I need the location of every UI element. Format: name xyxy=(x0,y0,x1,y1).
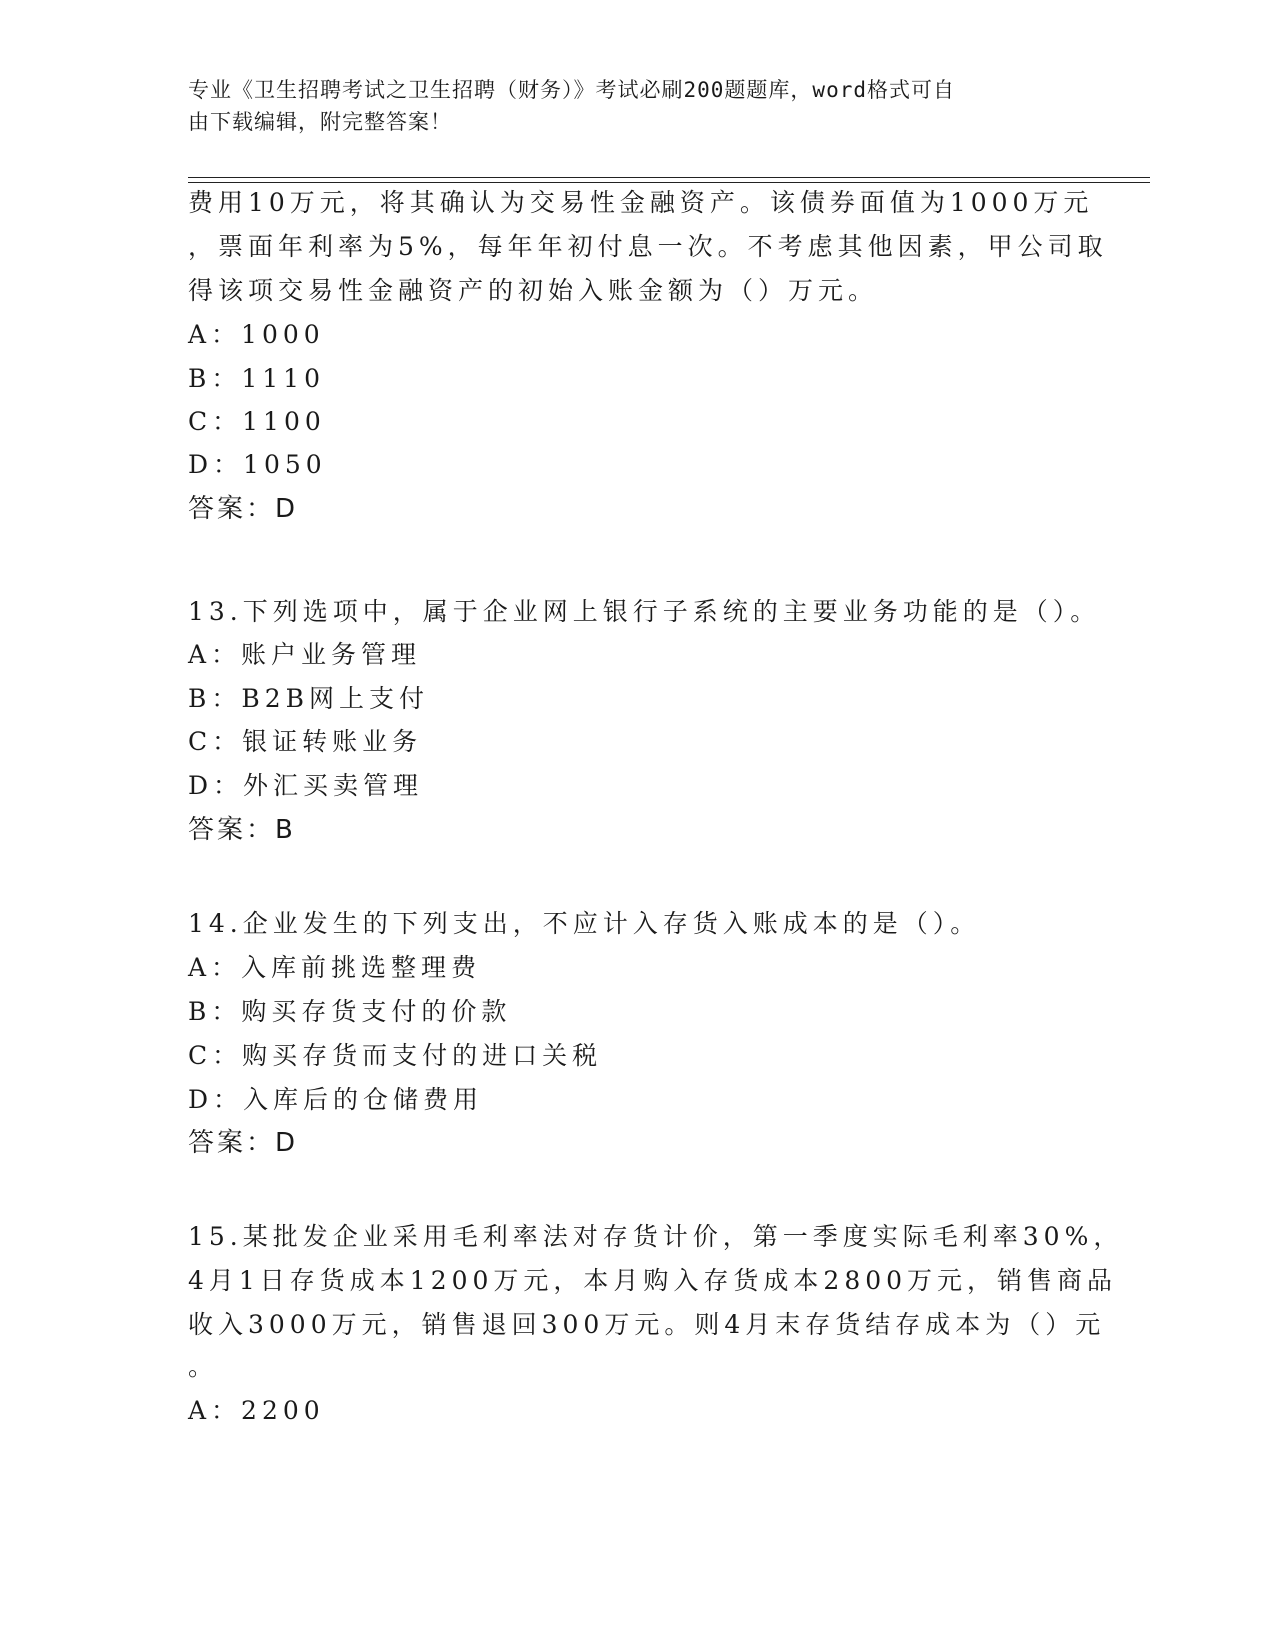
question-14-stem: 14.企业发生的下列支出，不应计入存货入账成本的是（）。 xyxy=(188,909,981,938)
header-line-1: 专业《卫生招聘考试之卫生招聘（财务）》考试必刷200题题库，word格式可自 xyxy=(188,78,955,102)
question-14-option-a: A：入库前挑选整理费 xyxy=(188,953,482,982)
question-13-stem: 13.下列选项中，属于企业网上银行子系统的主要业务功能的是（）。 xyxy=(188,597,1101,626)
header-divider-bottom xyxy=(188,182,1150,183)
question-14-option-c: C：购买存货而支付的进口关税 xyxy=(188,1041,603,1070)
question-15-stem-line-2: 4月1日存货成本1200万元，本月购入存货成本2800万元，销售商品 xyxy=(188,1266,1118,1295)
question-15-stem-line-3: 收入3000万元，销售退回300万元。则4月末存货结存成本为（）元 xyxy=(188,1310,1106,1339)
question-13-option-d: D：外汇买卖管理 xyxy=(188,771,424,800)
question-13-answer: 答案：B xyxy=(188,815,296,845)
question-15-stem-line-1: 15.某批发企业采用毛利率法对存货计价，第一季度实际毛利率30%， xyxy=(188,1222,1124,1251)
question-15-option-a: A：2200 xyxy=(188,1396,325,1425)
document-header xyxy=(188,74,1088,138)
question-12-option-d: D：1050 xyxy=(188,450,327,479)
question-13-option-b: B：B2B网上支付 xyxy=(188,684,430,713)
question-12-stem-line-3: 得该项交易性金融资产的初始入账金额为（）万元。 xyxy=(188,276,879,305)
question-12-answer: 答案：D xyxy=(188,494,299,524)
header-line-2: 由下载编辑，附完整答案！ xyxy=(188,110,452,134)
question-14-option-d: D：入库后的仓储费用 xyxy=(188,1085,484,1114)
question-12-option-b: B：1110 xyxy=(188,364,325,393)
question-14-option-b: B：购买存货支付的价款 xyxy=(188,997,512,1026)
question-14-answer: 答案：D xyxy=(188,1128,299,1158)
question-13-option-a: A：账户业务管理 xyxy=(188,640,422,669)
question-12-option-c: C：1100 xyxy=(188,407,326,436)
question-15-stem-line-4: 。 xyxy=(188,1352,219,1381)
header-divider-top xyxy=(188,177,1150,178)
question-12-stem-line-1: 费用10万元，将其确认为交易性金融资产。该债券面值为1000万元 xyxy=(188,188,1094,217)
question-12-option-a: A：1000 xyxy=(188,320,325,349)
question-13-option-c: C：银证转账业务 xyxy=(188,727,423,756)
question-12-stem-line-2: ，票面年利率为5%，每年年初付息一次。不考虑其他因素，甲公司取 xyxy=(188,232,1108,261)
